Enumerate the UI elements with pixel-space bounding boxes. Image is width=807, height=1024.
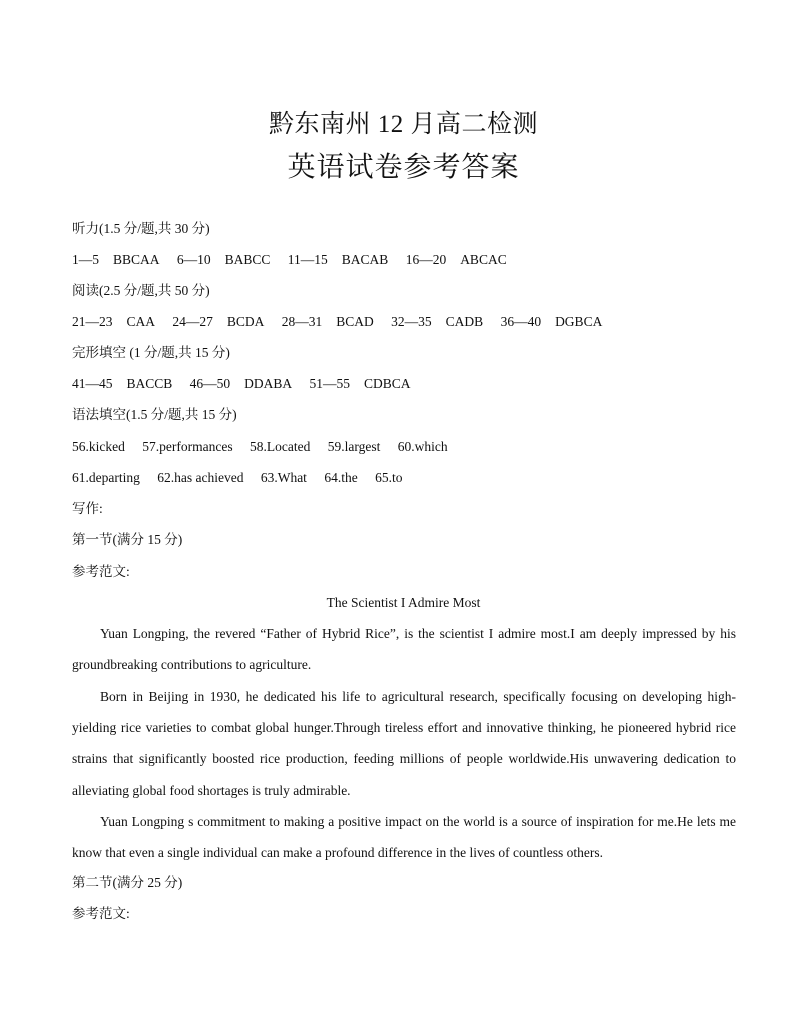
answer-range: 32—35 (391, 314, 432, 329)
grammar-answer: 57.performances (142, 439, 233, 454)
answer-range: 28—31 (281, 314, 323, 329)
section-2-header: 第二节(满分 25 分) (72, 875, 183, 890)
essay-paragraph: Yuan Longping s commitment to making a positive impact on the world is a source of inspiration for me.He lets me know that even a single individual can make a profound difference in the lives of countless others. (72, 814, 736, 861)
grammar-answer: 60.which (397, 439, 448, 454)
answer-letters: DDABA (244, 376, 293, 391)
answer-range: 51—55 (309, 376, 351, 391)
grammar-answer: 63.What (260, 470, 307, 485)
answer-letters: BCAD (336, 314, 374, 329)
grammar-answer: 61.departing (72, 470, 140, 485)
grammar-header: 语法填空(1.5 分/题,共 15 分) (72, 407, 237, 422)
answer-letters: BACAB (341, 252, 389, 267)
answer-range: 46—50 (189, 376, 231, 391)
grammar-answers-row-2 (72, 469, 416, 487)
section-1-header: 第一节(满分 15 分) (72, 532, 183, 547)
answer-range: 6—10 (176, 252, 211, 267)
answer-range: 11—15 (287, 252, 328, 267)
answer-letters: BABCC (224, 252, 271, 267)
grammar-answer: 62.has achieved (157, 470, 244, 485)
answer-letters: CAA (126, 314, 156, 329)
grammar-answer: 65.to (375, 470, 403, 485)
answer-letters: ABCAC (460, 252, 507, 267)
grammar-answers-row-1 (72, 438, 462, 456)
essay-paragraph: Yuan Longping, the revered “Father of Hybrid Rice”, is the scientist I admire most.I am deeply impressed by his groundbreaking contributions to agriculture. (72, 626, 736, 673)
page-title: 黔东南州 12 月高二检测 (268, 111, 538, 138)
answer-letters: DGBCA (555, 314, 603, 329)
reading-header: 阅读(2.5 分/题,共 50 分) (72, 283, 210, 298)
answer-range: 36—40 (500, 314, 542, 329)
grammar-answer: 58.Located (249, 439, 311, 454)
answer-letters: BACCB (126, 376, 173, 391)
answer-range: 21—23 (72, 314, 113, 329)
answer-letters: CDBCA (364, 376, 411, 391)
writing-header: 写作: (72, 501, 103, 516)
answer-range: 1—5 (72, 252, 99, 267)
grammar-answer: 56.kicked (72, 439, 125, 454)
listening-header: 听力(1.5 分/题,共 30 分) (72, 221, 210, 236)
essay-paragraph: Born in Beijing in 1930, he dedicated his life to agricultural research, specifically focusing on developing high-yielding rice varieties to combat global hunger.Through tireless effort and innovative thinking, he pioneered hybrid rice strains that significantly boosted rice production, feeding millions of people worldwide.His unwavering dedication to alleviating global food shortages is truly admirable. (72, 689, 736, 798)
sample-essay-label: 参考范文: (72, 564, 130, 579)
answer-letters: CADB (445, 314, 484, 329)
cloze-header: 完形填空 (1 分/题,共 15 分) (72, 345, 230, 360)
listening-answers (72, 251, 521, 269)
essay-title: The Scientist I Admire Most (326, 595, 481, 610)
reading-answers (72, 313, 616, 331)
sample-essay-label-2: 参考范文: (72, 906, 130, 921)
grammar-answer: 59.largest (327, 439, 381, 454)
answer-letters: BBCAA (113, 252, 160, 267)
answer-range: 16—20 (405, 252, 447, 267)
grammar-answer: 64.the (324, 470, 358, 485)
answer-letters: BCDA (226, 314, 265, 329)
answer-range: 41—45 (72, 376, 113, 391)
page-subtitle: 英语试卷参考答案 (287, 152, 520, 183)
cloze-answers (72, 375, 425, 393)
answer-range: 24—27 (172, 314, 213, 329)
